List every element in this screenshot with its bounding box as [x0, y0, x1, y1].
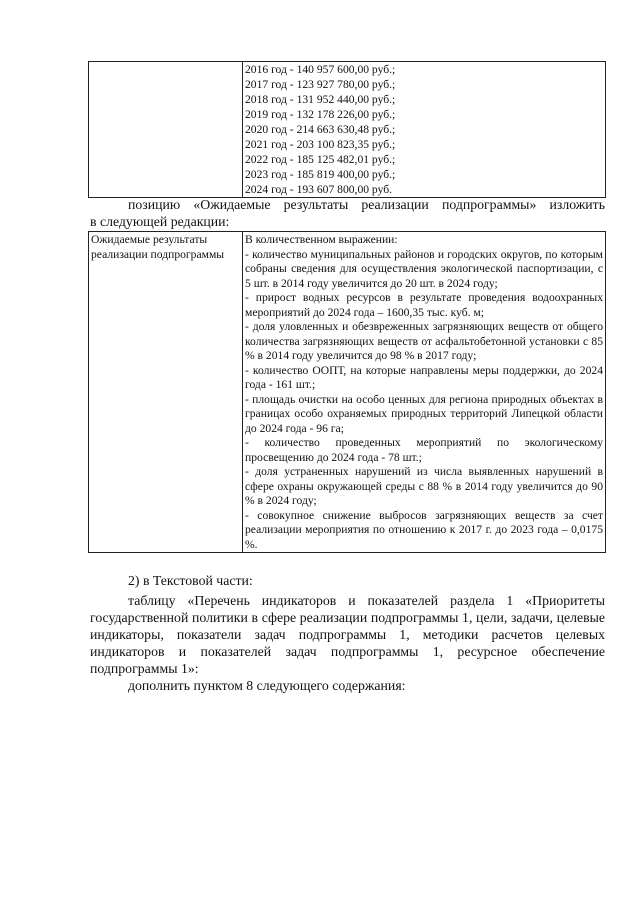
year-line: 2021 год - 203 100 823,35 руб.; [245, 138, 396, 151]
funding-table-empty-cell [89, 62, 243, 198]
result-item: - доля устраненных нарушений из числа выявленных нарушений в сфере охраны окружающей среды с 88 % в 2014 году увеличится до 90 % в 2024 году; [245, 465, 603, 507]
result-item: - прирост водных ресурсов в результате проведения водоохранных мероприятий до 2024 года – 1600,35 тыс. куб. м; [245, 291, 603, 319]
paragraph-add-item: дополнить пунктом 8 следующего содержания: [128, 678, 406, 693]
funding-table [88, 61, 606, 198]
result-item: - количество ООПТ, на которые направлены меры поддержки, до 2024 года - 161 шт.; [245, 363, 603, 391]
paragraph-line: в следующей редакции: [90, 213, 230, 229]
year-line: 2019 год - 132 178 226,00 руб.; [245, 108, 396, 121]
result-item: - площадь очистки на особо ценных для региона природных объектах в границах особо охраняемых природных территорий Липецкой области до 2024 года - 96 га; [245, 392, 603, 435]
paragraph-table-reference: таблицу «Перечень индикаторов и показателей раздела 1 «Приоритеты государственной политики в сфере реализации подпрограммы 1, цели, задачи, целевые индикаторы, показатели задач подпрограммы 1, методики расчетов целевых индикаторов и показателей задач подпрограммы 1, ресурсное обеспечение подпрограммы 1»: [90, 593, 605, 676]
year-line: 2022 год - 185 125 482,01 руб.; [245, 153, 396, 166]
year-line: 2023 год - 185 819 400,00 руб.; [245, 168, 396, 181]
results-heading: В количественном выражении: [245, 233, 398, 246]
year-line: 2024 год - 193 607 800,00 руб. [245, 183, 393, 196]
year-line: 2016 год - 140 957 600,00 руб.; [245, 63, 396, 76]
year-line: 2020 год - 214 663 630,48 руб.; [245, 123, 396, 136]
table-row [89, 62, 606, 198]
paragraph-line: позицию «Ожидаемые результаты реализации подпрограммы» изложить [128, 197, 605, 212]
paragraph-text-part: 2) в Текстовой части: [128, 573, 253, 588]
result-item: - количество проведенных мероприятий по экологическому просвещению до 2024 года - 78 шт.; [245, 436, 603, 464]
year-line: 2017 год - 123 927 780,00 руб.; [245, 78, 396, 91]
year-line: 2018 год - 131 952 440,00 руб.; [245, 93, 396, 106]
paragraph-position-intro [90, 197, 605, 230]
result-item: - доля уловленных и обезвреженных загрязняющих веществ от общего количества загрязняющих веществ от асфальтобетонной установки с 85 % в 2014 году увеличится до 98 % в 2017 году; [245, 320, 603, 362]
funding-years-cell [243, 62, 606, 198]
result-item: - количество муниципальных районов и городских округов, по которым собраны сведения для осуществления экологической паспортизации, с 5 шт. в 2014 году увеличится до 20 шт. в 2024 году; [245, 247, 603, 290]
result-item: - совокупное снижение выбросов загрязняющих веществ за счет реализации мероприятия по отношению к 2017 г. до 2023 года – 0,0175 %. [245, 508, 603, 551]
expected-results-table [88, 231, 606, 553]
expected-results-content [243, 232, 606, 553]
expected-results-label: Ожидаемые результаты реализации подпрограммы [89, 232, 243, 553]
table-row [89, 232, 606, 553]
